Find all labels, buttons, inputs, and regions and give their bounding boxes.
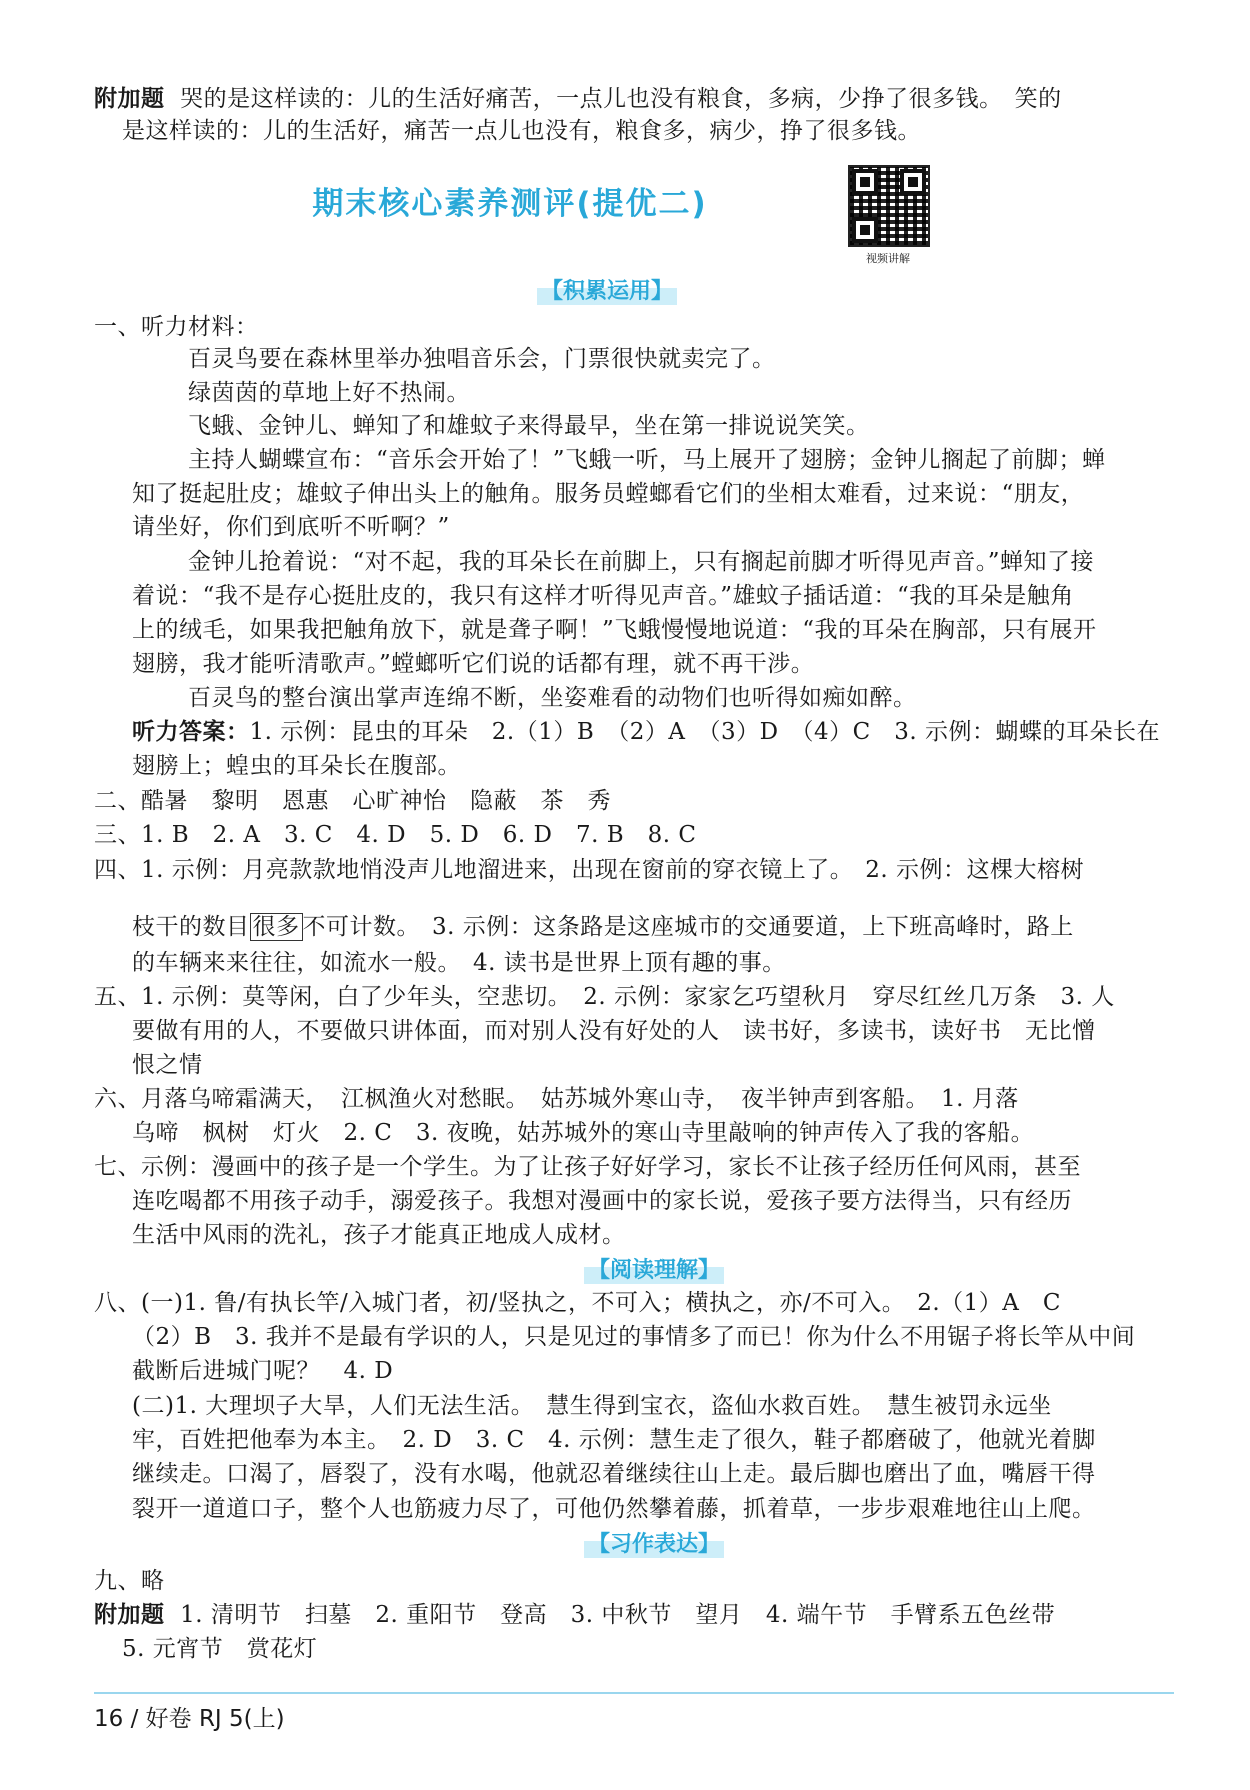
part4-line-c: 的车辆来来往往，如流水一般。 4. 读书是世界上顶有趣的事。	[132, 950, 786, 976]
part8-line-b: （2）B 3. 我并不是最有学识的人，只是见过的事情多了而已！你为什么不用锯子将长竿从中间	[132, 1324, 1136, 1350]
boxed-word: 很多	[250, 913, 303, 941]
part8-line-c: 截断后进城门呢？ 4. D	[132, 1358, 394, 1384]
part8-line-g: 裂开一道道口子，整个人也筋疲力尽了，可他仍然攀着藤，抓着草，一步步艰难地往山上爬。	[132, 1496, 1096, 1522]
part1-p5b: 着说：“我不是存心挺肚皮的，我只有这样才听得见声音。”雄蚊子插话道：“我的耳朵是触角	[132, 583, 1074, 609]
part7-line-b: 连吃喝都不用孩子动手，溺爱孩子。我想对漫画中的家长说，爱孩子要方法得当，只有经历	[132, 1188, 1072, 1214]
bonus-line-a	[94, 1600, 1055, 1630]
part1-p6: 百灵鸟的整台演出掌声连绵不断，坐姿难看的动物们也听得如痴如醉。	[188, 685, 917, 711]
part7-line-c: 生活中风雨的洗礼，孩子才能真正地成人成材。	[132, 1222, 626, 1248]
section-accumulate: 【积累运用】	[537, 274, 677, 305]
top-text-1: 哭的是这样读的：儿的生活好痛苦，一点儿也没有粮食，多病，少挣了很多钱。 笑的	[180, 86, 1062, 112]
part1-p5a: 金钟儿抢着说：“对不起，我的耳朵长在前脚上，只有搁起前脚才听得见声音。”蝉知了接	[188, 549, 1095, 575]
answer-text-a: 1. 示例：昆虫的耳朵 2.（1）B （2）A （3）D （4）C 3. 示例：蝴蝶的耳朵长在	[249, 719, 1161, 745]
part9-line: 九、略	[94, 1568, 165, 1594]
part1-p2: 绿茵茵的草地上好不热闹。	[188, 380, 470, 406]
section-writing: 【习作表达】	[584, 1527, 724, 1558]
part4-b-pre: 枝干的数目	[132, 914, 250, 940]
part8-line-a: 八、(一)1. 鲁/有执长竿/入城门者，初/竖执之，不可入；横执之，亦/不可入。 2.（1）A C	[94, 1290, 1061, 1316]
part3-line: 三、1. B 2. A 3. C 4. D 5. D 6. D 7. B 8. C	[94, 822, 697, 848]
bonus-text-a: 1. 清明节 扫墓 2. 重阳节 登高 3. 中秋节 望月 4. 端午节 手臂系五色丝带	[180, 1602, 1056, 1628]
part1-p3: 飞蛾、金钟儿、蝉知了和雄蚊子来得最早，坐在第一排说说笑笑。	[188, 413, 870, 439]
page-footer: 16 / 好卷 RJ 5(上)	[94, 1706, 285, 1732]
part6-line-b: 乌啼 枫树 灯火 2. C 3. 夜晚，姑苏城外的寒山寺里敲响的钟声传入了我的客船。	[132, 1120, 1035, 1146]
part4-line-b	[132, 912, 1074, 942]
part6-line-a: 六、月落乌啼霜满天， 江枫渔火对愁眠。 姑苏城外寒山寺， 夜半钟声到客船。 1. 月落	[94, 1086, 1019, 1112]
part7-line-a: 七、示例：漫画中的孩子是一个学生。为了让孩子好好学习，家长不让孩子经历任何风雨，甚至	[94, 1154, 1081, 1180]
part8-line-e: 牢，百姓把他奉为本主。 2. D 3. C 4. 示例：慧生走了很久，鞋子都磨破了，他就光着脚	[132, 1427, 1096, 1453]
part1-p4b: 知了挺起肚皮；雄蚊子伸出头上的触角。服务员螳螂看它们的坐相太难看，过来说：“朋友，	[132, 481, 1085, 507]
part1-heading: 一、听力材料：	[94, 314, 259, 340]
part8-line-d: (二)1. 大理坝子大旱，人们无法生活。 慧生得到宝衣，盗仙水救百姓。 慧生被罚永远坐	[132, 1393, 1052, 1419]
section-reading: 【阅读理解】	[584, 1253, 724, 1284]
part1-p5c: 上的绒毛，如果我把触角放下，就是聋子啊！”飞蛾慢慢地说道：“我的耳朵在胸部，只有展开	[132, 617, 1097, 643]
bonus-label-top: 附加题	[94, 86, 165, 112]
bonus-label: 附加题	[94, 1602, 165, 1628]
part5-line-b: 要做有用的人，不要做只讲体面，而对别人没有好处的人 读书好，多读书，读好书 无比憎	[132, 1018, 1096, 1044]
part1-p1: 百灵鸟要在森林里举办独唱音乐会，门票很快就卖完了。	[188, 346, 776, 372]
footer-divider	[94, 1692, 1174, 1694]
part2-line: 二、酷暑 黎明 恩惠 心旷神怡 隐蔽 茶 秀	[94, 788, 611, 814]
page-title: 期末核心素养测评(提优二)	[312, 186, 708, 222]
part1-answer-b: 翅膀上；蝗虫的耳朵长在腹部。	[132, 753, 461, 779]
part1-p4c: 请坐好，你们到底听不听啊？”	[132, 514, 450, 540]
qr-caption: 视频讲解	[866, 252, 910, 265]
part4-line-a: 四、1. 示例：月亮款款地悄没声儿地溜进来，出现在窗前的穿衣镜上了。 2. 示例：这棵大榕树	[94, 857, 1085, 883]
part1-answer-a	[132, 717, 1160, 747]
part5-line-a: 五、1. 示例：莫等闲，白了少年头，空悲切。 2. 示例：家家乞巧望秋月 穿尽红丝几万条 3. 人	[94, 984, 1115, 1010]
top-line-2: 是这样读的：儿的生活好，痛苦一点儿也没有，粮食多，病少，挣了很多钱。	[122, 118, 921, 144]
bonus-line-b: 5. 元宵节 赏花灯	[122, 1636, 318, 1662]
part1-p4a: 主持人蝴蝶宣布：“音乐会开始了！”飞蛾一听，马上展开了翅膀；金钟儿搁起了前脚；蝉	[188, 447, 1106, 473]
answer-label: 听力答案：	[132, 719, 250, 745]
part1-p5d: 翅膀，我才能听清歌声。”螳螂听它们说的话都有理，就不再干涉。	[132, 651, 815, 677]
part8-line-f: 继续走。口渴了，唇裂了，没有水喝，他就忍着继续往山上走。最后脚也磨出了血，嘴唇干得	[132, 1461, 1096, 1487]
top-line-1	[94, 84, 1062, 114]
part4-b-post: 不可计数。 3. 示例：这条路是这座城市的交通要道，上下班高峰时，路上	[302, 914, 1074, 940]
part5-line-c: 恨之情	[132, 1052, 203, 1078]
qr-code-icon[interactable]	[848, 165, 930, 247]
